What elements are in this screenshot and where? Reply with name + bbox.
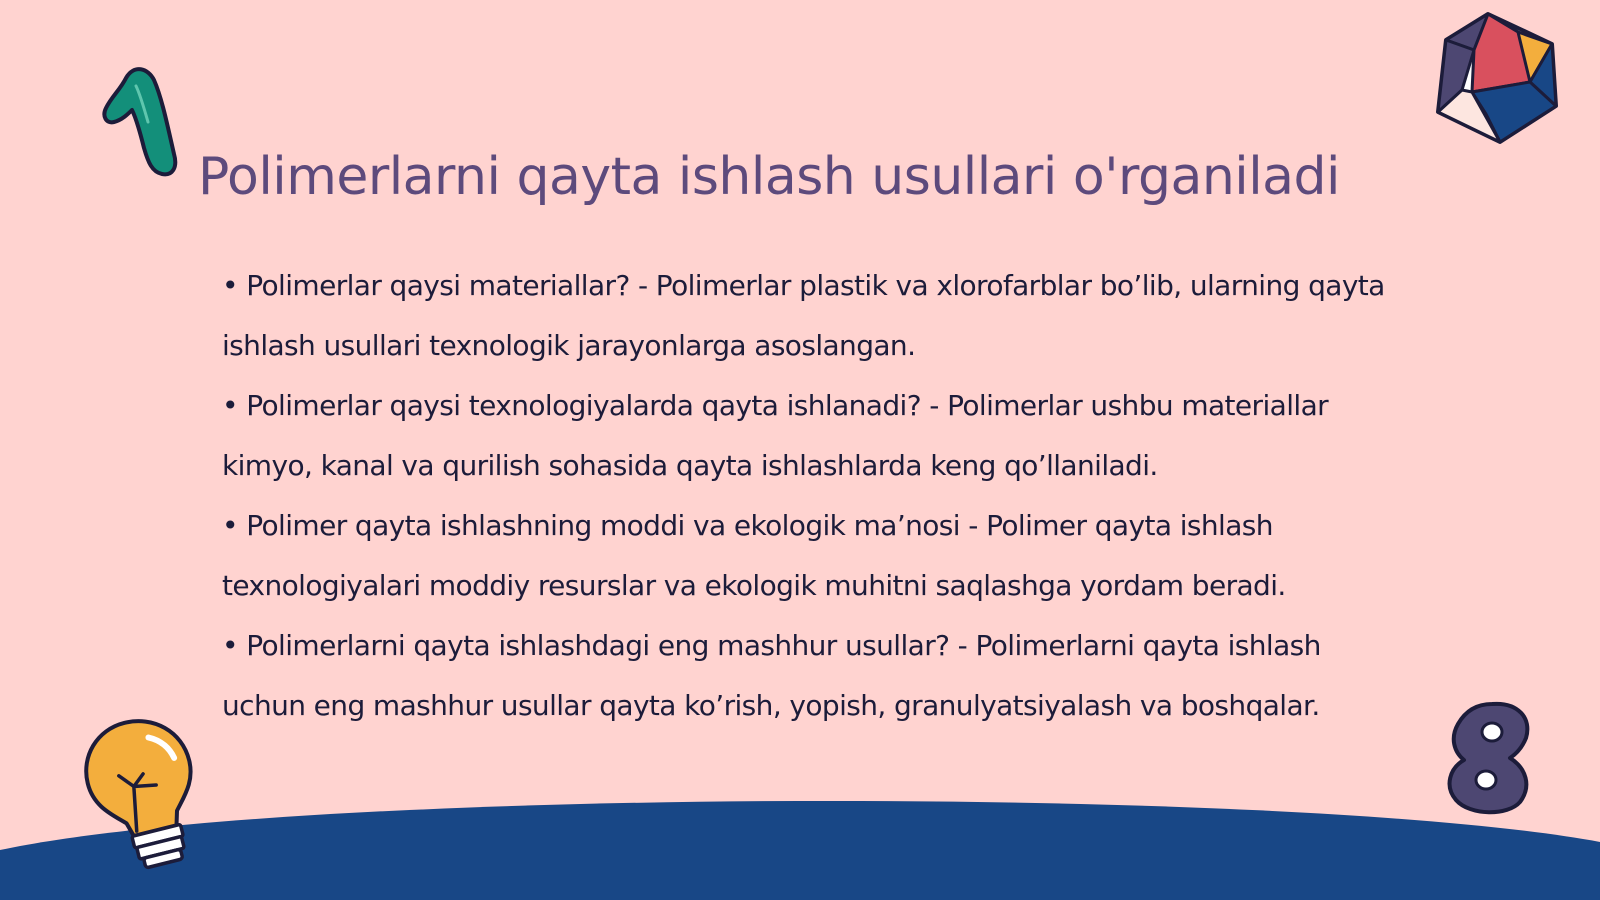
bullet-list xyxy=(222,256,1402,736)
bottom-wave xyxy=(0,790,1600,900)
bullet-item-3: • Polimer qayta ishlashning moddi va ekologik ma’nosi - Polimer qayta ishlash texnologiyalari moddiy resurslar va ekologik muhitni saqlashga yordam beradi. xyxy=(222,509,1286,602)
lightbulb-icon xyxy=(84,714,206,874)
bullet-item-2: • Polimerlar qaysi texnologiyalarda qayta ishlanadi? - Polimerlar ushbu materiallar kimyo, kanal va qurilish sohasida qayta ishlashlarda keng qo’llaniladi. xyxy=(222,389,1329,482)
slide-title: Polimerlarni qayta ishlash usullari o'rganiladi xyxy=(198,147,1341,207)
bullet-item-4: • Polimerlarni qayta ishlashdagi eng mashhur usullar? - Polimerlarni qayta ishlash uchun eng mashhur usullar qayta ko’rish, yopish, granulyatsiyalash va boshqalar. xyxy=(222,629,1321,722)
polyhedron-icon xyxy=(1432,10,1566,146)
bullet-item-1: • Polimerlar qaysi materiallar? - Polimerlar plastik va xlorofarblar bo’lib, ularning qayta ishlash usullari texnologik jarayonlarga asoslangan. xyxy=(222,269,1385,362)
number-one-icon xyxy=(100,64,184,180)
